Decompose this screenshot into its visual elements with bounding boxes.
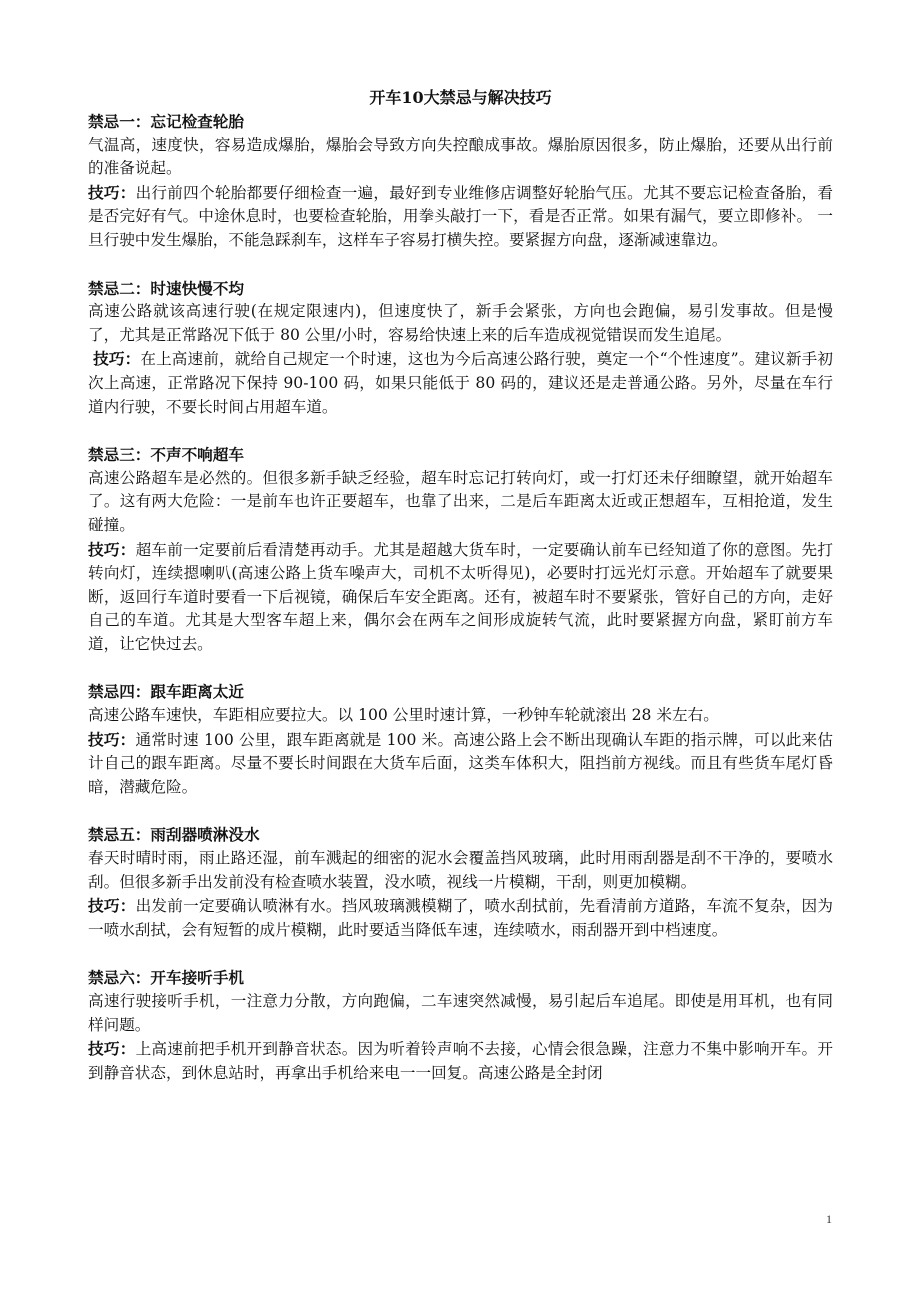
section-body: 高速公路就该高速行驶(在规定限速内)，但速度快了，新手会紧张，方向也会跑偏，易引发事故。但是慢了，尤其是正常路况下低于 80 公里/小时，容易给快速上来的后车造成视觉错误而发生追尾。 <box>88 302 833 344</box>
section-heading: 禁忌三：不声不响超车 <box>88 445 244 465</box>
tip-label: 技巧： <box>88 539 136 559</box>
section-heading: 禁忌六：开车接听手机 <box>88 968 244 988</box>
tip-text: 通常时速 100 公里，跟车距离就是 100 米。高速公路上会不断出现确认车距的指示牌，可以此来估计自己的跟车距离。尽量不要长时间跟在大货车后面，这类车体积大，阻挡前方视线。而且有些货车尾灯昏暗，潜藏危险。 <box>88 730 833 796</box>
section-spacer <box>88 799 833 823</box>
section-2 <box>88 277 833 420</box>
tip-text: 超车前一定要前后看清楚再动手。尤其是超越大货车时，一定要确认前车已经知道了你的意图。先打转向灯，连续摁喇叭(高速公路上货车噪声大，司机不太听得见)，必要时打远光灯示意。开始超车了就要果断，返回行车道时要看一下后视镜，确保后车安全距离。还有，被超车时不要紧张，管好自己的方向，走好自己的车道。尤其是大型客车超上来，偶尔会在两车之间形成旋转气流，此时要紧握方向盘，紧盯前方车道，让它快过去。 <box>88 540 833 653</box>
section-1 <box>88 110 833 253</box>
section-tip <box>88 538 833 657</box>
section-heading: 禁忌一：忘记检查轮胎 <box>88 112 244 131</box>
tip-text: 在上高速前，就给自己规定一个时速，这也为今后高速公路行驶，奠定一个“个性速度”。建议新手初次上高速，正常路况下保持 90-100 码，如果只能低于 80 码的，建议还是走普通公路。另外，尽量在车行道内行驶，不要长时间占用超车道。 <box>88 350 833 416</box>
section-spacer <box>88 419 833 443</box>
section-heading: 禁忌四：跟车距离太近 <box>88 682 244 702</box>
section-4 <box>88 680 833 799</box>
section-body: 高速行驶接听手机，一注意力分散，方向跑偏，二车速突然减慢，易引起后车追尾。即使是用耳机，也有同样问题。 <box>88 992 833 1034</box>
section-5 <box>88 823 833 942</box>
section-body: 气温高，速度快，容易造成爆胎，爆胎会导致方向失控酿成事故。爆胎原因很多，防止爆胎，还要从出行前的准备说起。 <box>88 135 833 178</box>
tip-text: 出发前一定要确认喷淋有水。挡风玻璃溅模糊了，喷水刮拭前，先看清前方道路，车流不复杂，因为一喷水刮拭，会有短暂的成片模糊，此时要适当降低车速，连续喷水，雨刮器开到中档速度。 <box>88 897 833 939</box>
section-tip <box>88 1037 833 1085</box>
page-number: 1 <box>826 1212 832 1226</box>
section-heading: 禁忌二：时速快慢不均 <box>88 278 244 298</box>
document-title: 开车10大禁忌与解决技巧 <box>369 88 552 107</box>
section-spacer <box>88 253 833 277</box>
section-tip <box>88 894 833 942</box>
tip-text: 出行前四个轮胎都要仔细检查一遍，最好到专业维修店调整好轮胎气压。尤其不要忘记检查备胎，看是否完好有气。中途休息时，也要检查轮胎，用拳头敲打一下，看是否正常。如果有漏气，要立即修补。 一旦行驶中发生爆胎，不能急踩刹车，这样车子容易打横失控。要紧握方向盘，逐渐减速靠边。 <box>88 183 833 249</box>
tip-label: 技巧： <box>88 896 136 916</box>
tip-text: 上高速前把手机开到静音状态。因为听着铃声响不去接，心情会很急躁，注意力不集中影响开车。开到静音状态，到休息站时，再拿出手机给来电一一回复。高速公路是全封闭 <box>88 1040 833 1082</box>
section-body: 春天时晴时雨，雨止路还湿，前车溅起的细密的泥水会覆盖挡风玻璃，此时用雨刮器是刮不干净的，要喷水刮。但很多新手出发前没有检查喷水装置，没水喷，视线一片模糊，干刮，则更加模糊。 <box>88 849 833 891</box>
tip-label: 技巧： <box>88 182 136 202</box>
tip-label: 技巧： <box>93 349 141 369</box>
section-spacer <box>88 942 833 966</box>
section-tip <box>88 728 833 800</box>
section-tip <box>88 181 833 253</box>
tip-label: 技巧： <box>88 1039 136 1059</box>
section-spacer <box>88 656 833 680</box>
section-3 <box>88 443 833 656</box>
section-6 <box>88 966 833 1085</box>
tip-label: 技巧： <box>88 729 136 749</box>
section-tip <box>88 347 833 419</box>
document-body <box>88 86 833 1085</box>
section-body: 高速公路超车是必然的。但很多新手缺乏经验，超车时忘记打转向灯，或一打灯还未仔细瞭望，就开始超车了。这有两大危险：一是前车也许正要超车，也靠了出来，二是后车距离太近或正想超车，互相抢道，发生碰撞。 <box>88 468 833 534</box>
section-heading: 禁忌五：雨刮器喷淋没水 <box>88 825 260 845</box>
section-body: 高速公路车速快，车距相应要拉大。以 100 公里时速计算，一秒钟车轮就滚出 28 米左右。 <box>88 706 719 725</box>
